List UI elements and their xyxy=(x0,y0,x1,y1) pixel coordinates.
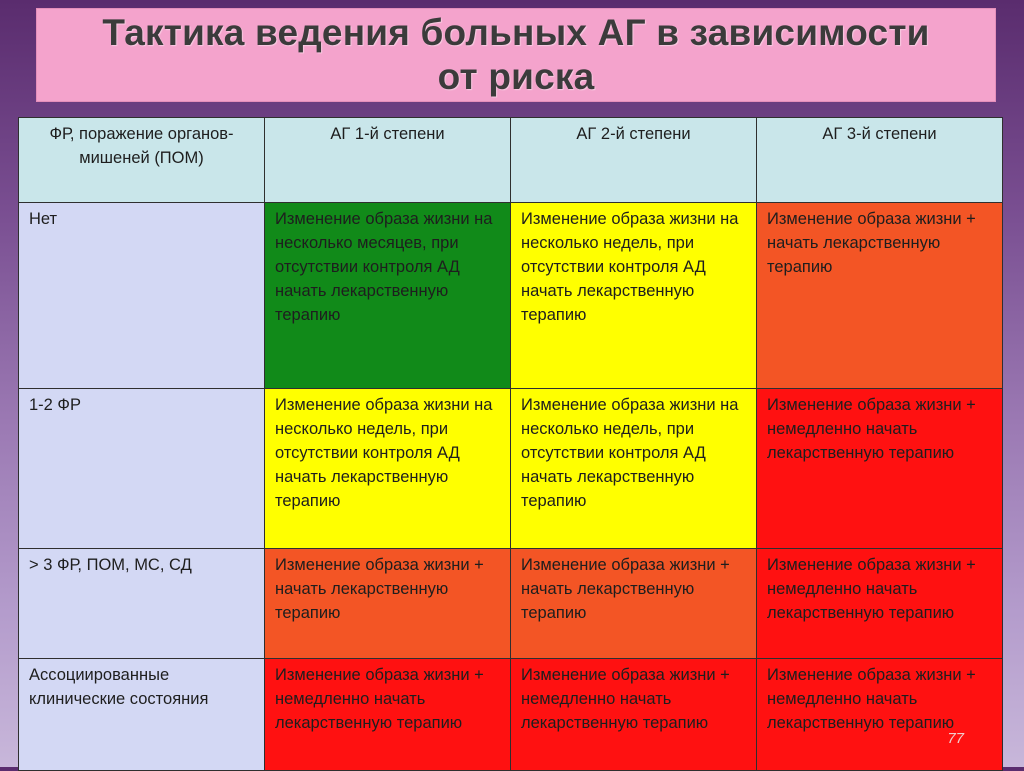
cell-3-plus-rf-grade-2: Изменение образа жизни + начать лекарственную терапию xyxy=(511,549,757,659)
header-ag-grade-2: АГ 2-й степени xyxy=(511,118,757,203)
cell-3-plus-rf-grade-3: Изменение образа жизни + немедленно начать лекарственную терапию xyxy=(757,549,1003,659)
table-row xyxy=(19,389,1003,549)
title-line-1: Тактика ведения больных АГ в зависимости xyxy=(102,12,930,53)
cell-1-2-rf-grade-3: Изменение образа жизни + немедленно начать лекарственную терапию xyxy=(757,389,1003,549)
cell-1-2-rf-grade-2: Изменение образа жизни на несколько недель, при отсутствии контроля АД начать лекарственную терапию xyxy=(511,389,757,549)
cell-none-grade-2: Изменение образа жизни на несколько недель, при отсутствии контроля АД начать лекарственную терапию xyxy=(511,203,757,389)
row-label-1-2-rf: 1-2 ФР xyxy=(19,389,265,549)
row-label-3-plus-rf: > 3 ФР, ПОМ, МС, СД xyxy=(19,549,265,659)
table-header-row xyxy=(19,118,1003,203)
slide-title xyxy=(36,8,996,102)
header-risk-factors: ФР, поражение органов-мишеней (ПОМ) xyxy=(19,118,265,203)
cell-none-grade-3: Изменение образа жизни + начать лекарственную терапию xyxy=(757,203,1003,389)
row-label-associated-conditions: Ассоциированные клинические состояния xyxy=(19,659,265,771)
header-ag-grade-3: АГ 3-й степени xyxy=(757,118,1003,203)
cell-associated-grade-2: Изменение образа жизни + немедленно начать лекарственную терапию xyxy=(511,659,757,771)
row-label-none: Нет xyxy=(19,203,265,389)
page-number: 77 xyxy=(947,730,964,747)
table-row xyxy=(19,549,1003,659)
cell-3-plus-rf-grade-1: Изменение образа жизни + начать лекарственную терапию xyxy=(265,549,511,659)
cell-none-grade-1: Изменение образа жизни на несколько месяцев, при отсутствии контроля АД начать лекарственную терапию xyxy=(265,203,511,389)
cell-1-2-rf-grade-1: Изменение образа жизни на несколько недель, при отсутствии контроля АД начать лекарственную терапию xyxy=(265,389,511,549)
cell-associated-grade-1: Изменение образа жизни + немедленно начать лекарственную терапию xyxy=(265,659,511,771)
table-row xyxy=(19,659,1003,771)
header-ag-grade-1: АГ 1-й степени xyxy=(265,118,511,203)
tactics-table xyxy=(18,117,1003,771)
title-line-2: от риска xyxy=(437,56,595,97)
cell-associated-grade-3: Изменение образа жизни + немедленно начать лекарственную терапию xyxy=(757,659,1003,771)
table-row xyxy=(19,203,1003,389)
